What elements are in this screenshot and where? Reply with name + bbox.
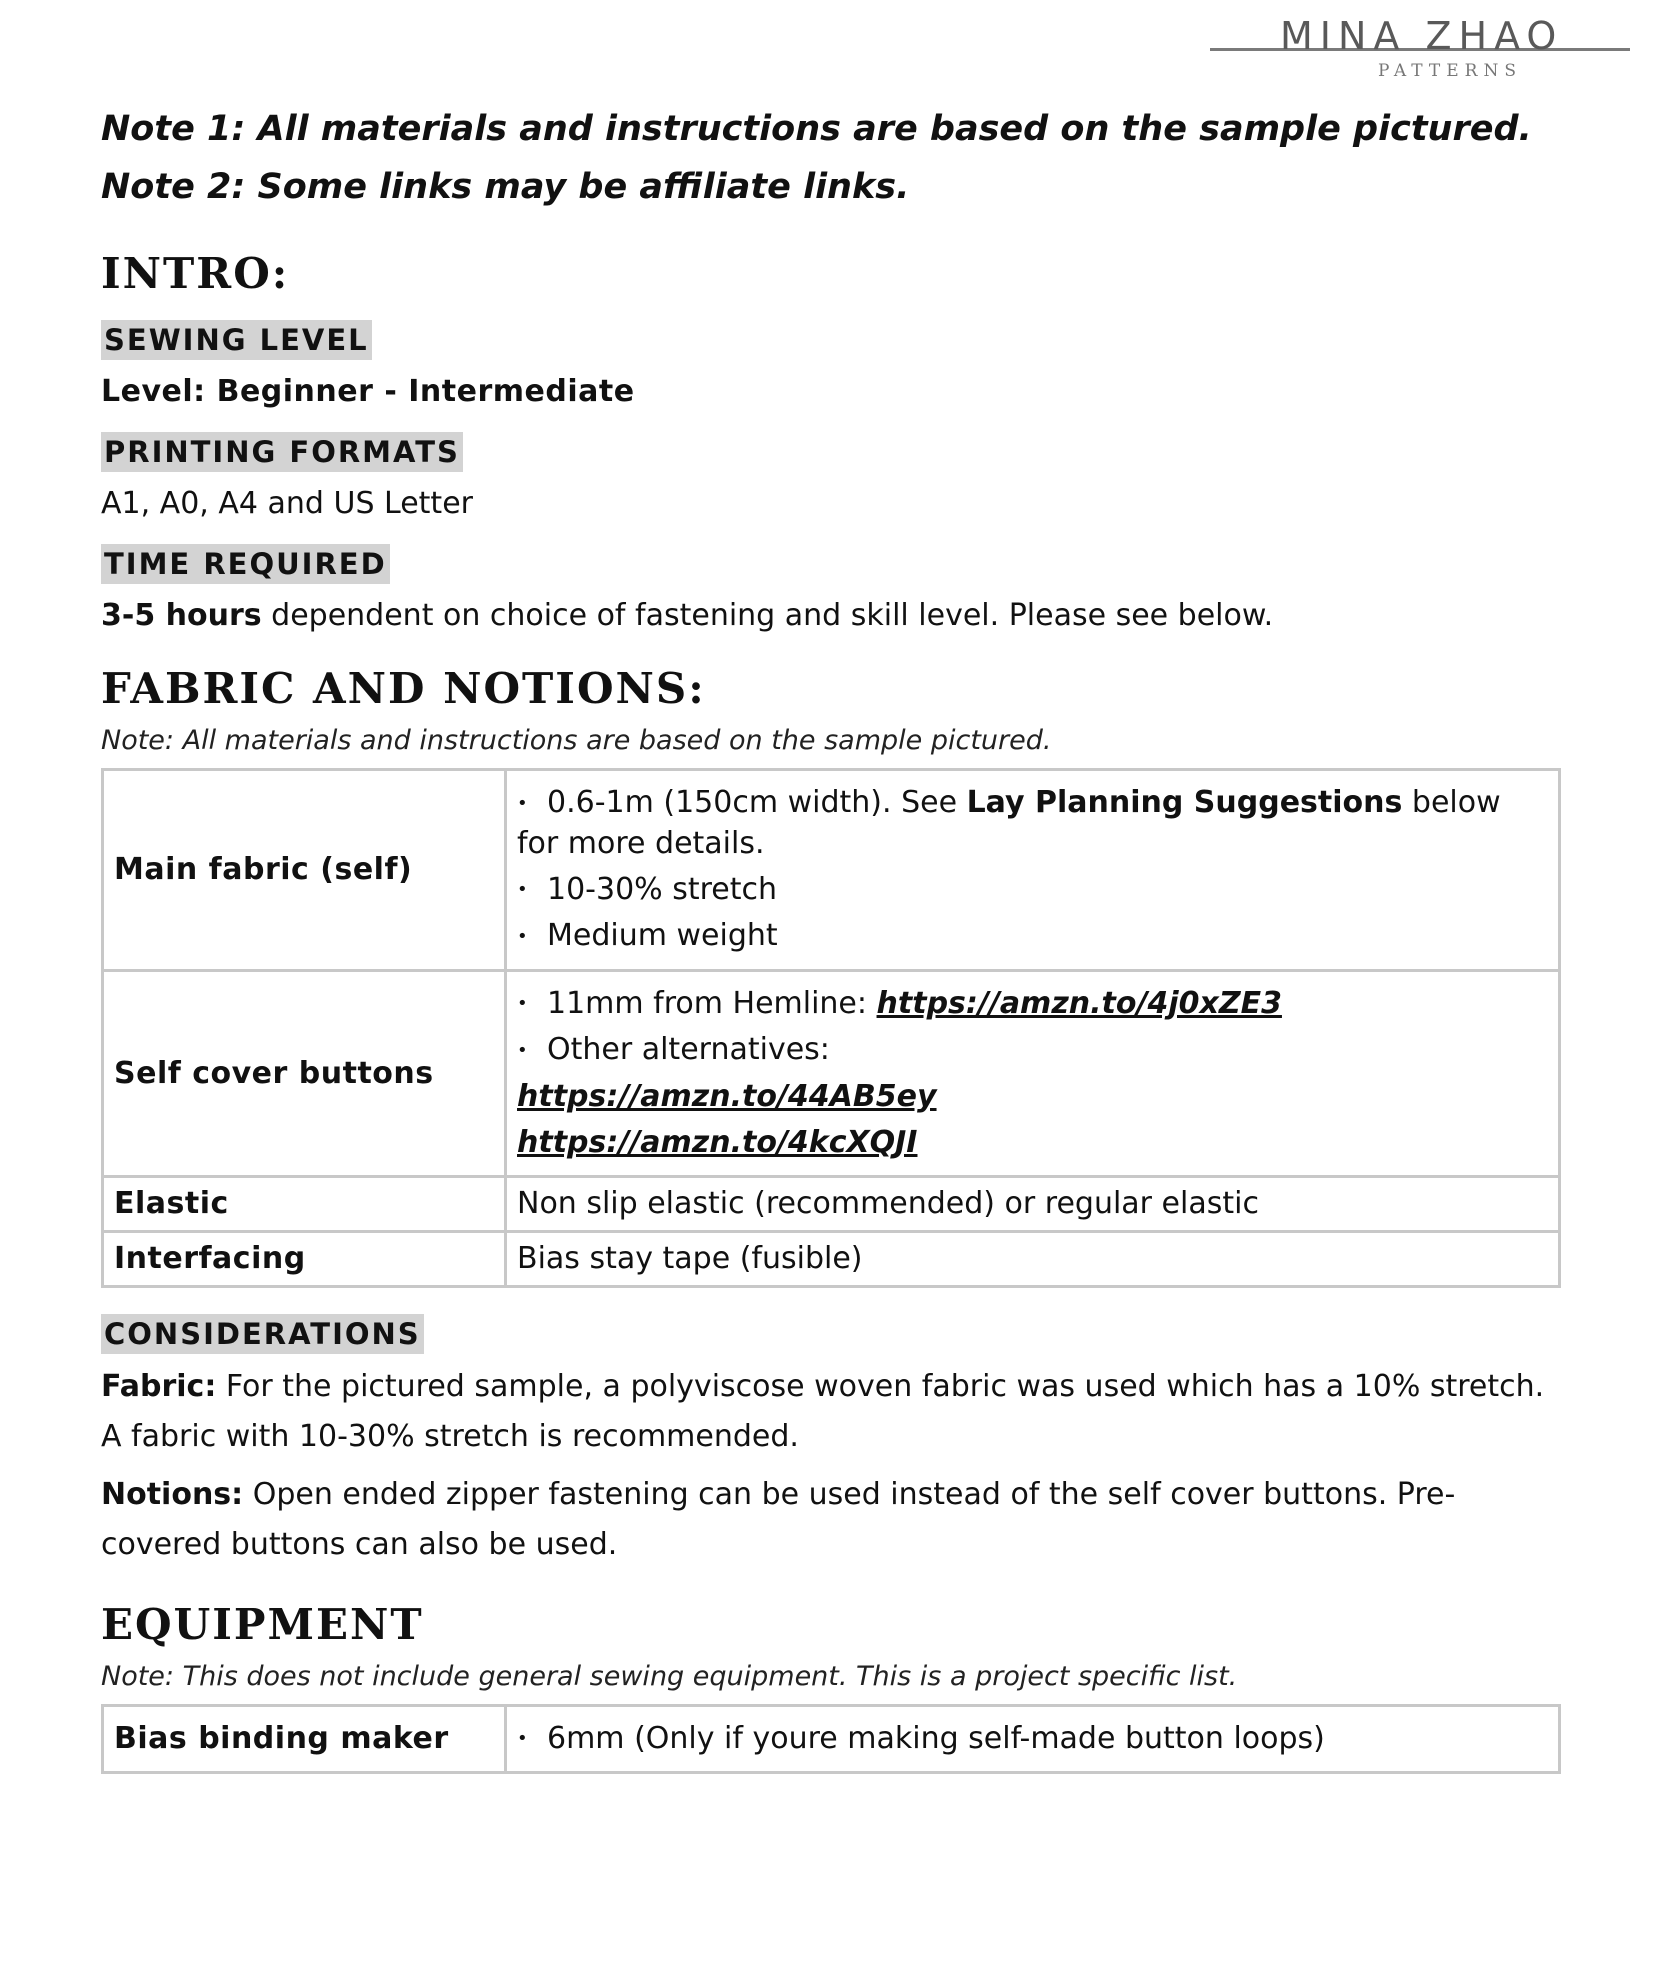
main-b2-text: 10-30% stretch <box>547 871 778 907</box>
main-b1-post: below for more details. <box>517 785 1501 861</box>
time-required-bold: 3-5 hours <box>101 598 262 633</box>
buttons-value <box>506 970 1560 1176</box>
bullet-icon: • <box>517 1728 528 1749</box>
bias-maker-text: 6mm (Only if youre making self-made button loops) <box>547 1720 1325 1756</box>
bullet-icon: • <box>517 1039 528 1061</box>
table-row <box>103 1231 1560 1286</box>
table-row <box>103 970 1560 1176</box>
buttons-b2-text: Other alternatives: <box>547 1032 830 1067</box>
note-1: Note 1: All materials and instructions are based on the sample pictured. <box>101 109 1532 149</box>
time-required-text <box>101 596 1561 636</box>
list-item <box>517 783 1548 864</box>
time-required-rest: dependent on choice of fastening and skill level. Please see below. <box>261 598 1274 633</box>
main-b3-text: Medium weight <box>547 918 778 953</box>
logo-subtitle: PATTERNS <box>1378 61 1522 81</box>
logo-name: MINA ZHAO <box>1280 14 1564 58</box>
interfacing-value: Bias stay tape (fusible) <box>506 1231 1560 1286</box>
brand-logo <box>1210 14 1630 84</box>
table-row <box>103 1705 1560 1773</box>
list-item <box>517 1719 1548 1760</box>
printing-formats-label: PRINTING FORMATS <box>101 432 463 472</box>
note-2: Note 2: Some links may be affiliate links. <box>101 167 910 207</box>
fabric-text: For the pictured sample, a polyviscose woven fabric was used which has a 10% stretch. A fabric with 10-30% stretch is recommended. <box>101 1368 1545 1454</box>
considerations-label: CONSIDERATIONS <box>101 1314 424 1354</box>
bullet-icon: • <box>517 792 528 814</box>
intro-heading: INTRO: <box>101 249 290 298</box>
printing-formats-text: A1, A0, A4 and US Letter <box>101 486 473 521</box>
table-row <box>103 770 1560 971</box>
fabric-table <box>101 768 1561 1288</box>
equipment-note: Note: This does not include general sewing equipment. This is a project specific list. <box>101 1660 1238 1692</box>
sewing-level-text: Level: Beginner - Intermediate <box>101 374 635 409</box>
notions-bold: Notions: <box>101 1476 244 1512</box>
document-body <box>101 100 1561 1774</box>
elastic-value: Non slip elastic (recommended) or regular elastic <box>506 1176 1560 1231</box>
considerations-notions <box>101 1470 1561 1570</box>
bullet-icon: • <box>517 925 528 947</box>
notions-text: Open ended zipper fastening can be used instead of the self cover buttons. Pre-covered buttons can also be used. <box>101 1476 1456 1562</box>
interfacing-key: Interfacing <box>103 1231 506 1286</box>
main-b1-text: 0.6-1m (150cm width). See <box>547 785 967 820</box>
list-item <box>517 984 1548 1025</box>
equipment-heading: EQUIPMENT <box>101 1599 424 1649</box>
bullet-icon: • <box>517 879 528 900</box>
main-b1-bold: Lay Planning Suggestions <box>966 785 1403 820</box>
bias-maker-key: Bias binding maker <box>103 1705 506 1773</box>
fabric-heading: FABRIC AND NOTIONS: <box>101 664 706 713</box>
main-fabric-value <box>506 770 1560 971</box>
sewing-level-label: SEWING LEVEL <box>101 320 372 360</box>
considerations-fabric <box>101 1362 1561 1462</box>
buttons-b1-text: 11mm from Hemline: <box>547 985 877 1021</box>
buttons-key: Self cover buttons <box>103 970 506 1176</box>
list-item <box>517 916 1548 957</box>
list-item <box>517 1077 1548 1117</box>
table-row <box>103 1176 1560 1231</box>
hemline-link[interactable]: https://amzn.to/4j0xZE3 <box>876 985 1282 1021</box>
bias-maker-value <box>506 1705 1560 1773</box>
fabric-bold: Fabric: <box>101 1368 217 1404</box>
alt-link-2[interactable]: https://amzn.to/4kcXQJI <box>517 1124 918 1160</box>
list-item <box>517 1030 1548 1071</box>
alt-link-1[interactable]: https://amzn.to/44AB5ey <box>517 1078 937 1114</box>
elastic-key: Elastic <box>103 1176 506 1231</box>
bullet-icon: • <box>517 993 528 1014</box>
time-required-label: TIME REQUIRED <box>101 544 390 584</box>
list-item <box>517 870 1548 911</box>
list-item <box>517 1123 1548 1163</box>
equipment-table <box>101 1704 1561 1775</box>
main-fabric-key: Main fabric (self) <box>103 770 506 971</box>
fabric-note: Note: All materials and instructions are based on the sample pictured. <box>101 725 1052 756</box>
